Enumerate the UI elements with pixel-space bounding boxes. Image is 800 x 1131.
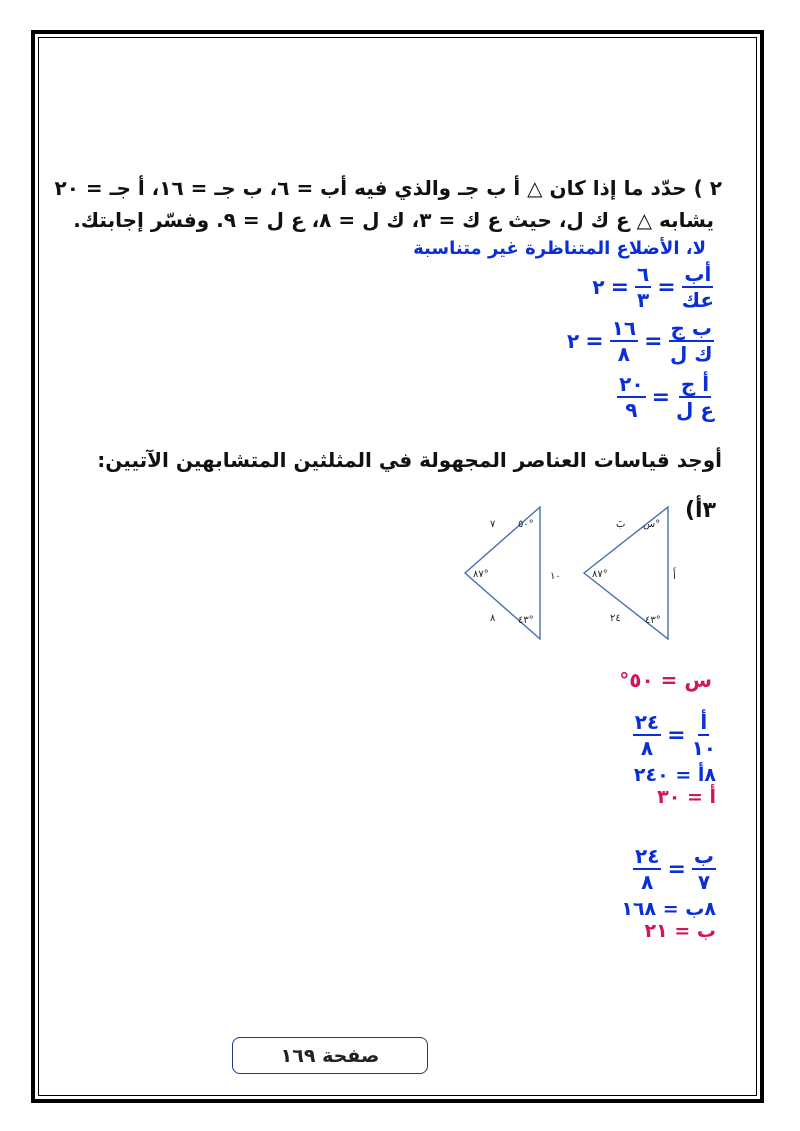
tri-right-angle-bottom: ٤٣° bbox=[645, 615, 661, 626]
solution-a-result: أ = ٣٠ bbox=[657, 786, 716, 808]
ratio-row-2: $\frac{\text{ب ج}}{\text{ك ل}}$ = $\frac{١٦}{٨}$ = ٢ bbox=[567, 316, 713, 366]
ratio-2-rhs: $\frac{١٦}{٨}$ bbox=[611, 316, 637, 366]
tri-right-angle-left: ٨٧° bbox=[592, 569, 608, 580]
ratio-2-lhs: $\frac{\text{ب ج}}{\text{ك ل}}$ bbox=[669, 316, 713, 366]
ratio-1-result: ٢ bbox=[592, 275, 605, 299]
solution-a-lhs: $\frac{\text{أ}}{١٠}$ bbox=[691, 710, 716, 760]
tri-right-angle-top: س° bbox=[643, 519, 661, 530]
ratio-1-rhs: $\frac{٦}{٣}$ bbox=[637, 262, 650, 312]
problem3-instruction: أوجد قياسات العناصر المجهولة في المثلثين المتشابهين الآتيين: bbox=[97, 448, 722, 472]
tri-left-side-right: ١٠ bbox=[550, 571, 561, 582]
ratio-3-rhs: $\frac{٢٠}{٩}$ bbox=[619, 372, 644, 422]
problem2-answer: لا، الأضلاع المتناظرة غير متناسبة bbox=[413, 238, 706, 259]
solution-b-proportion: $\frac{\text{ب}}{٧}$ = $\frac{٢٤}{٨}$ bbox=[635, 844, 714, 894]
solution-b-result: ب = ٢١ bbox=[644, 920, 716, 942]
solution-b-step2: ٨ب = ١٦٨ bbox=[621, 898, 716, 920]
solution-a-step2: ٨أ = ٢٤٠ bbox=[633, 764, 716, 786]
tri-left-angle-top: ٥٠° bbox=[518, 519, 534, 530]
page-number-label: صفحة ١٦٩ bbox=[232, 1037, 428, 1074]
tri-left-angle-left: ٨٧° bbox=[473, 569, 489, 580]
ratio-2-result: ٢ bbox=[567, 329, 580, 353]
answer-x: س = ٥٠° bbox=[619, 668, 712, 692]
tri-left-angle-bottom: ٤٣° bbox=[518, 615, 534, 626]
ratio-1-lhs: $\frac{\text{أب}}{\text{عك}}$ bbox=[681, 262, 714, 312]
ratio-3-lhs: $\frac{\text{أ ج}}{\text{ع ل}}$ bbox=[676, 372, 714, 422]
ratio-row-3: $\frac{\text{أ ج}}{\text{ع ل}}$ = $\frac{٢٠}{٩}$ bbox=[619, 372, 714, 422]
problem2-line2: يشابه △ ع ك ل، حيث ع ك = ٣، ك ل = ٨، ع ل = ٩. وفسّر إجابتك. bbox=[73, 208, 714, 232]
solution-a-proportion: $\frac{\text{أ}}{١٠}$ = $\frac{٢٤}{٨}$ bbox=[634, 710, 716, 760]
ratio-row-1: $\frac{\text{أب}}{\text{عك}}$ = $\frac{٦}{٣}$ = ٢ bbox=[592, 262, 714, 312]
problem2-line1: ٢ ) حدّد ما إذا كان △ أ ب جـ والذي فيه أب = ٦، ب جـ = ١٦، أ جـ = ٢٠ bbox=[54, 176, 722, 200]
tri-right-side-right: أَ bbox=[673, 571, 676, 582]
problem3-label: ٣أ) bbox=[684, 498, 716, 523]
solution-a-rhs: $\frac{٢٤}{٨}$ bbox=[634, 710, 660, 760]
tri-left-side-bottom: ٨ bbox=[490, 613, 496, 624]
similar-triangles-figure bbox=[440, 505, 680, 645]
tri-right-side-top: بَ bbox=[616, 519, 626, 530]
tri-left-side-top: ٧ bbox=[490, 519, 496, 530]
solution-b-lhs: $\frac{\text{ب}}{٧}$ bbox=[693, 844, 714, 894]
tri-right-side-bottom: ٢٤ bbox=[610, 613, 621, 624]
solution-b-rhs: $\frac{٢٤}{٨}$ bbox=[635, 844, 660, 894]
